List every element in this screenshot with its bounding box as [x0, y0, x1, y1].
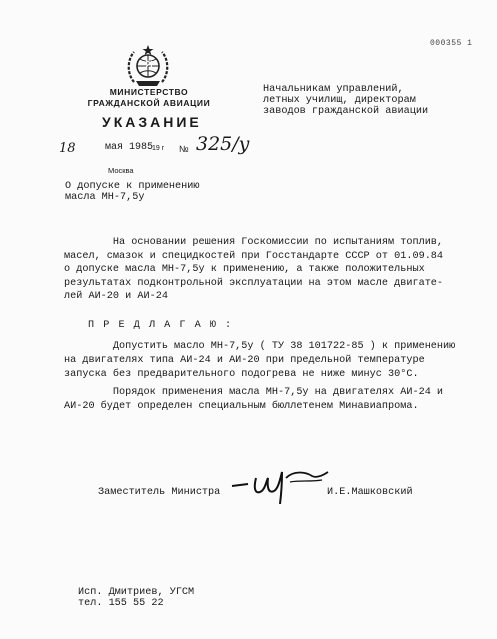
executor-block: Исп. Дмитриев, УГСМ тел. 155 55 22: [78, 587, 195, 609]
body-paragraph-2: Допустить масло МН-7,5у ( ТУ 38 101722-85 ) к применению на двигателях типа АИ-24 и АИ-20 при предельной температуре запуска без предварительного подогрева не ниже минус 30°С.: [64, 341, 456, 380]
date-year-suffix: 19 г: [152, 145, 165, 152]
handwritten-signature-icon: [230, 464, 330, 504]
ussr-emblem-icon: [124, 44, 172, 88]
city-label: Москва: [108, 166, 134, 175]
date-month-year: мая 1985: [105, 142, 154, 153]
date-number-row: [59, 133, 250, 156]
document-type-title: УКАЗАНИЕ: [102, 114, 202, 130]
subject-block: О допуске к применению масла МН-7,5у: [65, 181, 200, 203]
document-registration-number: 325/у: [196, 133, 250, 155]
ministry-line-2: ГРАЖДАНСКОЙ АВИАЦИИ: [87, 98, 211, 108]
body-paragraph-3: Порядок применения масла МН-7,5у на двигателях АИ-24 и АИ-20 будет определен специальным бюллетенем Минавиапрома.: [64, 387, 444, 412]
addressee-block: Начальникам управлений, летных училищ, директорам заводов гражданской авиации: [263, 84, 429, 117]
body-paragraph-1: На основании решения Госкомиссии по испытаниям топлив, масел, смазок и специдкостей при Госстандарте СССР от 01.09.84 о допуске масла МН-7,5у к применению, а также положительных результатах подконтрольной эксплуатации на этом масле двигате- лей АИ-20 и АИ-24: [64, 237, 444, 303]
signatory-title: Заместитель Министра: [98, 487, 221, 498]
date-day: 18: [59, 141, 76, 156]
ministry-line-1: МИНИСТЕРСТВО: [109, 87, 189, 97]
number-prefix: №: [179, 144, 189, 154]
document-number: 000355 1: [430, 39, 473, 48]
prescribe-heading: П Р Е Д Л А Г А Ю :: [88, 320, 233, 331]
signatory-name: И.Е.Машковский: [327, 487, 413, 498]
